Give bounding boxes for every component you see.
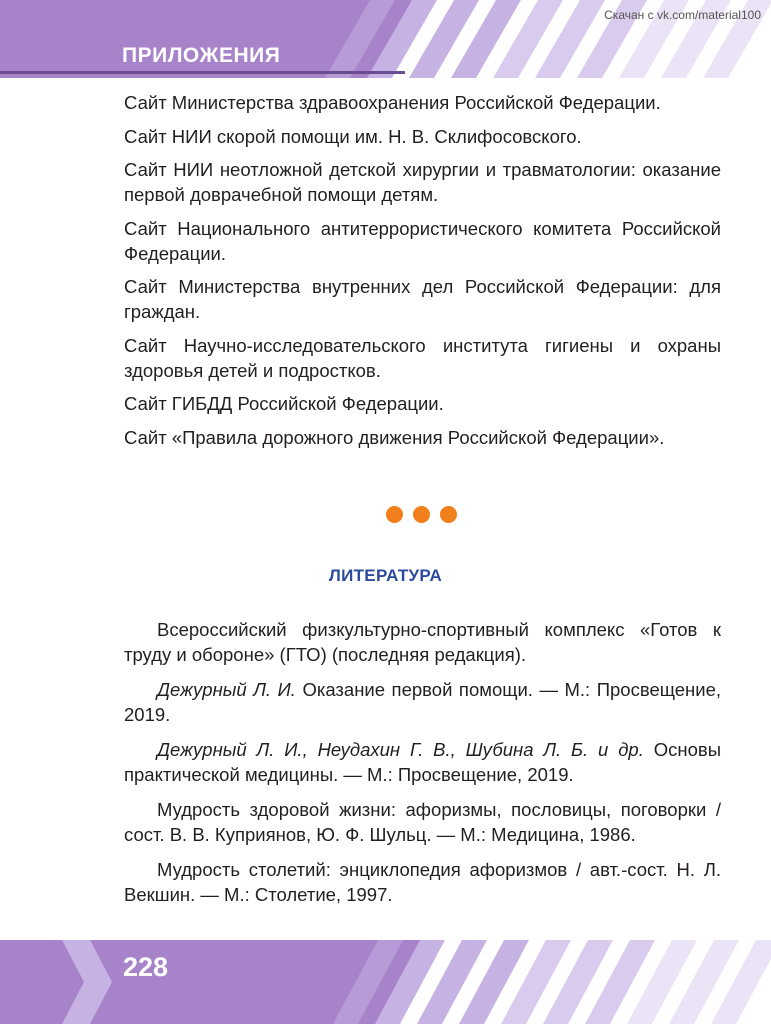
list-item — [124, 737, 721, 787]
reference-text: Всероссийский физкультурно-спортивный комплекс «Готов к труду и обороне» (ГТО) (последняя редакция). — [124, 619, 721, 665]
literature-list — [124, 617, 721, 917]
list-item: Сайт Национального антитеррористического комитета Российской Федерации. — [124, 217, 721, 264]
reference-text: Мудрость столетий: энциклопедия афоризмов / авт.-сост. Н. Л. Векшин. — М.: Столетие, 1997. — [124, 859, 721, 905]
dot-icon — [440, 506, 457, 523]
section-title: ПРИЛОЖЕНИЯ — [122, 44, 281, 67]
list-item: Сайт НИИ неотложной детской хирургии и травматологии: оказание первой доврачебной помощи детям. — [124, 159, 721, 205]
list-item — [124, 677, 721, 727]
list-item — [124, 797, 721, 847]
reference-text: Основы практической медицины. — М.: Просвещение, 2019. — [124, 739, 721, 785]
footer-band-graphic — [0, 940, 771, 1024]
header-underline — [0, 71, 405, 74]
footer-band — [0, 940, 771, 1024]
page-number: 228 — [123, 952, 169, 982]
list-item — [124, 857, 721, 907]
reference-author: Дежурный Л. И., Неудахин Г. В., Шубина Л. Б. и др. — [157, 739, 644, 760]
watermark: Скачан с vk.com/material100 — [604, 8, 761, 22]
websites-list — [124, 90, 721, 458]
literature-heading: ЛИТЕРАТУРА — [328, 566, 443, 585]
list-item — [124, 617, 721, 667]
list-item: Сайт «Правила дорожного движения Российской Федерации». — [124, 426, 665, 448]
list-item: Сайт ГИБДД Российской Федерации. — [124, 393, 444, 414]
section-divider-dots — [386, 506, 457, 523]
reference-text: Оказание первой помощи. — М.: Просвещение, 2019. — [124, 679, 722, 725]
list-item: Сайт Научно-исследовательского института гигиены и охраны здоровья детей и подростков. — [124, 334, 721, 381]
dot-icon — [386, 506, 403, 523]
list-item: Сайт Министерства здравоохранения Российской Федерации. — [124, 92, 661, 113]
dot-icon — [413, 506, 430, 523]
reference-text: Мудрость здоровой жизни: афоризмы, пословицы, поговорки / сост. В. В. Куприянов, Ю. Ф. Шульц. — М.: Медицина, 1986. — [124, 799, 721, 845]
reference-author: Дежурный Л. И. — [157, 679, 296, 700]
list-item: Сайт НИИ скорой помощи им. Н. В. Склифосовского. — [124, 125, 582, 147]
list-item: Сайт Министерства внутренних дел Российской Федерации: для граждан. — [124, 276, 721, 322]
